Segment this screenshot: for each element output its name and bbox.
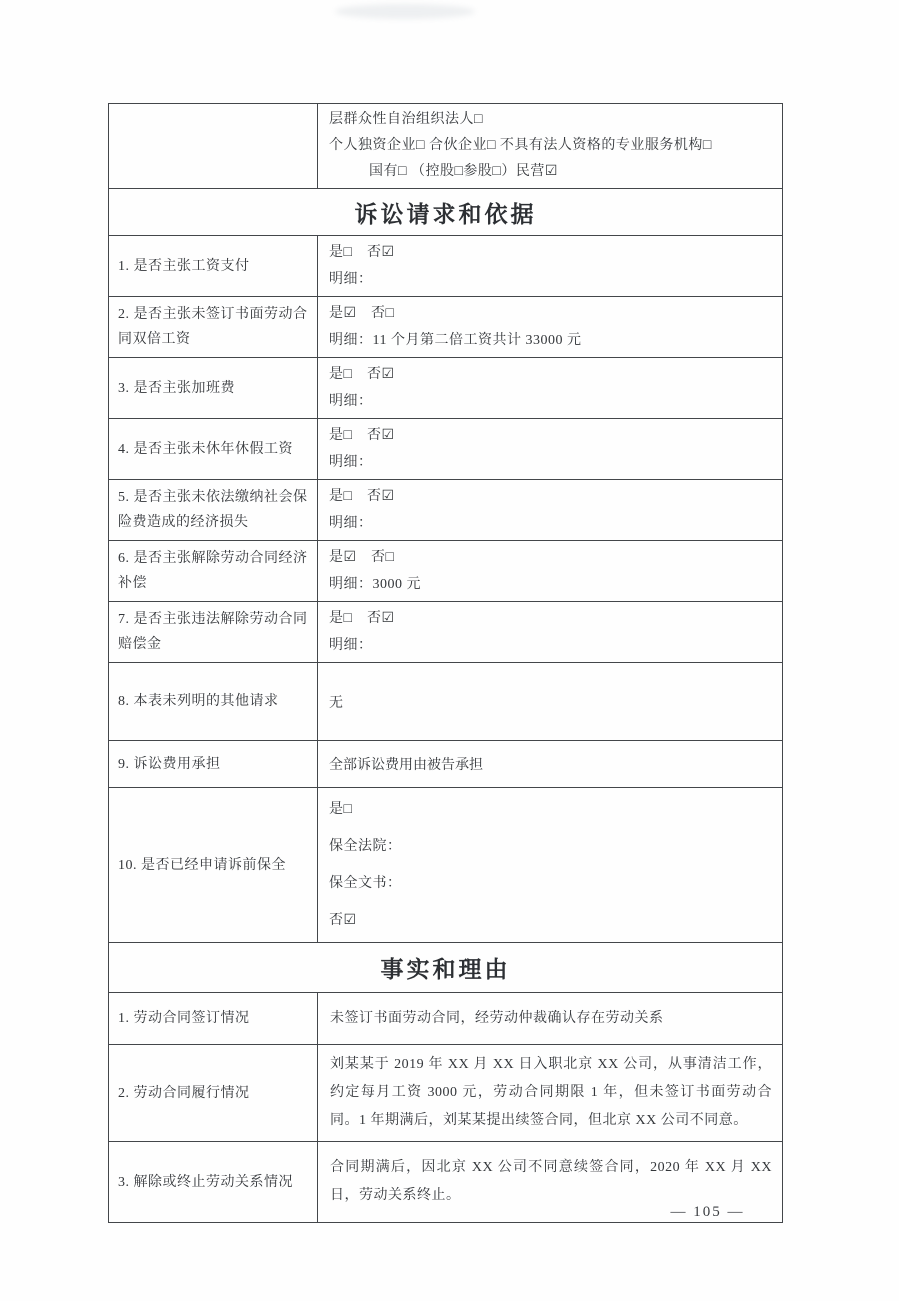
claim-2-content (318, 297, 783, 358)
claim-row-8 (109, 663, 783, 741)
claim-2-yes-no-checkboxes: 是☑ 否□ (329, 306, 395, 321)
claim-5-content (318, 480, 783, 541)
claim-3-detail: 明细： (329, 394, 373, 409)
claim-10-no-checkbox: 否☑ (329, 913, 357, 928)
claim-8-label: 8. 本表未列明的其他请求 (109, 663, 318, 741)
claim-8-content: 无 (318, 663, 783, 741)
claim-row-10 (109, 788, 783, 943)
claim-10-yes-checkbox: 是□ (329, 802, 353, 817)
claim-3-label: 3. 是否主张加班费 (109, 358, 318, 419)
fact-1-content: 未签订书面劳动合同，经劳动仲裁确认存在劳动关系 (318, 993, 783, 1045)
claim-row-9 (109, 741, 783, 788)
fact-2-content: 刘某某于 2019 年 XX 月 XX 日入职北京 XX 公司，从事清洁工作，约定每月工资 3000 元，劳动合同期限 1 年，但未签订书面劳动合同。1 年期满后，刘某某提出续签合同，但北京 XX 公司不同意。 (318, 1045, 783, 1142)
fact-row-2 (109, 1045, 783, 1142)
fact-3-content: 合同期满后，因北京 XX 公司不同意续签合同，2020 年 XX 月 XX 日，劳动关系终止。 (318, 1142, 783, 1223)
claim-5-label: 5. 是否主张未依法缴纳社会保险费造成的经济损失 (109, 480, 318, 541)
claim-3-yes-no-checkboxes: 是□ 否☑ (329, 367, 395, 382)
claim-2-detail: 明细：11 个月第二倍工资共计 33000 元 (329, 333, 582, 348)
org-type-line-3: 国有□ （控股□参股□）民营☑ (369, 164, 558, 179)
claim-6-detail: 明细：3000 元 (329, 577, 421, 592)
claim-9-content: 全部诉讼费用由被告承担 (318, 741, 783, 788)
claim-7-label: 7. 是否主张违法解除劳动合同赔偿金 (109, 602, 318, 663)
claim-row-3 (109, 358, 783, 419)
claim-row-4 (109, 419, 783, 480)
facts-header-row (109, 943, 783, 993)
claim-10-label: 10. 是否已经申请诉前保全 (109, 788, 318, 943)
claim-row-2 (109, 297, 783, 358)
org-type-line-2: 个人独资企业□ 合伙企业□ 不具有法人资格的专业服务机构□ (329, 138, 712, 153)
claim-7-detail: 明细： (329, 638, 373, 653)
claim-10-preservation-document: 保全文书： (329, 876, 402, 891)
claim-7-content (318, 602, 783, 663)
claim-5-yes-no-checkboxes: 是□ 否☑ (329, 489, 395, 504)
fact-2-label: 2. 劳动合同履行情况 (109, 1045, 318, 1142)
claim-row-7 (109, 602, 783, 663)
claim-1-detail: 明细： (329, 272, 373, 287)
claim-row-6 (109, 541, 783, 602)
org-type-options-cell (318, 104, 783, 189)
claim-5-detail: 明细： (329, 516, 373, 531)
claim-3-content (318, 358, 783, 419)
org-type-row (109, 104, 783, 189)
claim-2-label: 2. 是否主张未签订书面劳动合同双倍工资 (109, 297, 318, 358)
claim-9-label: 9. 诉讼费用承担 (109, 741, 318, 788)
claim-1-yes-no-checkboxes: 是□ 否☑ (329, 245, 395, 260)
fact-3-label: 3. 解除或终止劳动关系情况 (109, 1142, 318, 1223)
claim-4-detail: 明细： (329, 455, 373, 470)
fact-1-label: 1. 劳动合同签订情况 (109, 993, 318, 1045)
scan-smudge-artifact (335, 4, 475, 19)
org-type-empty-label-cell (109, 104, 318, 189)
claim-1-label: 1. 是否主张工资支付 (109, 236, 318, 297)
claims-section-title: 诉讼请求和依据 (109, 189, 783, 236)
claim-10-preservation-court: 保全法院： (329, 839, 402, 854)
claim-10-content (318, 788, 783, 943)
page-number: — 105 — (670, 1204, 745, 1220)
claim-4-label: 4. 是否主张未休年休假工资 (109, 419, 318, 480)
claims-header-row (109, 189, 783, 236)
fact-row-1 (109, 993, 783, 1045)
claim-row-1 (109, 236, 783, 297)
claim-6-content (318, 541, 783, 602)
claim-6-label: 6. 是否主张解除劳动合同经济补偿 (109, 541, 318, 602)
claim-1-content (318, 236, 783, 297)
claim-6-yes-no-checkboxes: 是☑ 否□ (329, 550, 395, 565)
org-type-line-1: 层群众性自治组织法人□ (329, 112, 483, 127)
facts-section-title: 事实和理由 (109, 943, 783, 993)
lawsuit-elements-form-table (108, 103, 783, 1223)
claim-4-content (318, 419, 783, 480)
claim-7-yes-no-checkboxes: 是□ 否☑ (329, 611, 395, 626)
claim-4-yes-no-checkboxes: 是□ 否☑ (329, 428, 395, 443)
claim-row-5 (109, 480, 783, 541)
